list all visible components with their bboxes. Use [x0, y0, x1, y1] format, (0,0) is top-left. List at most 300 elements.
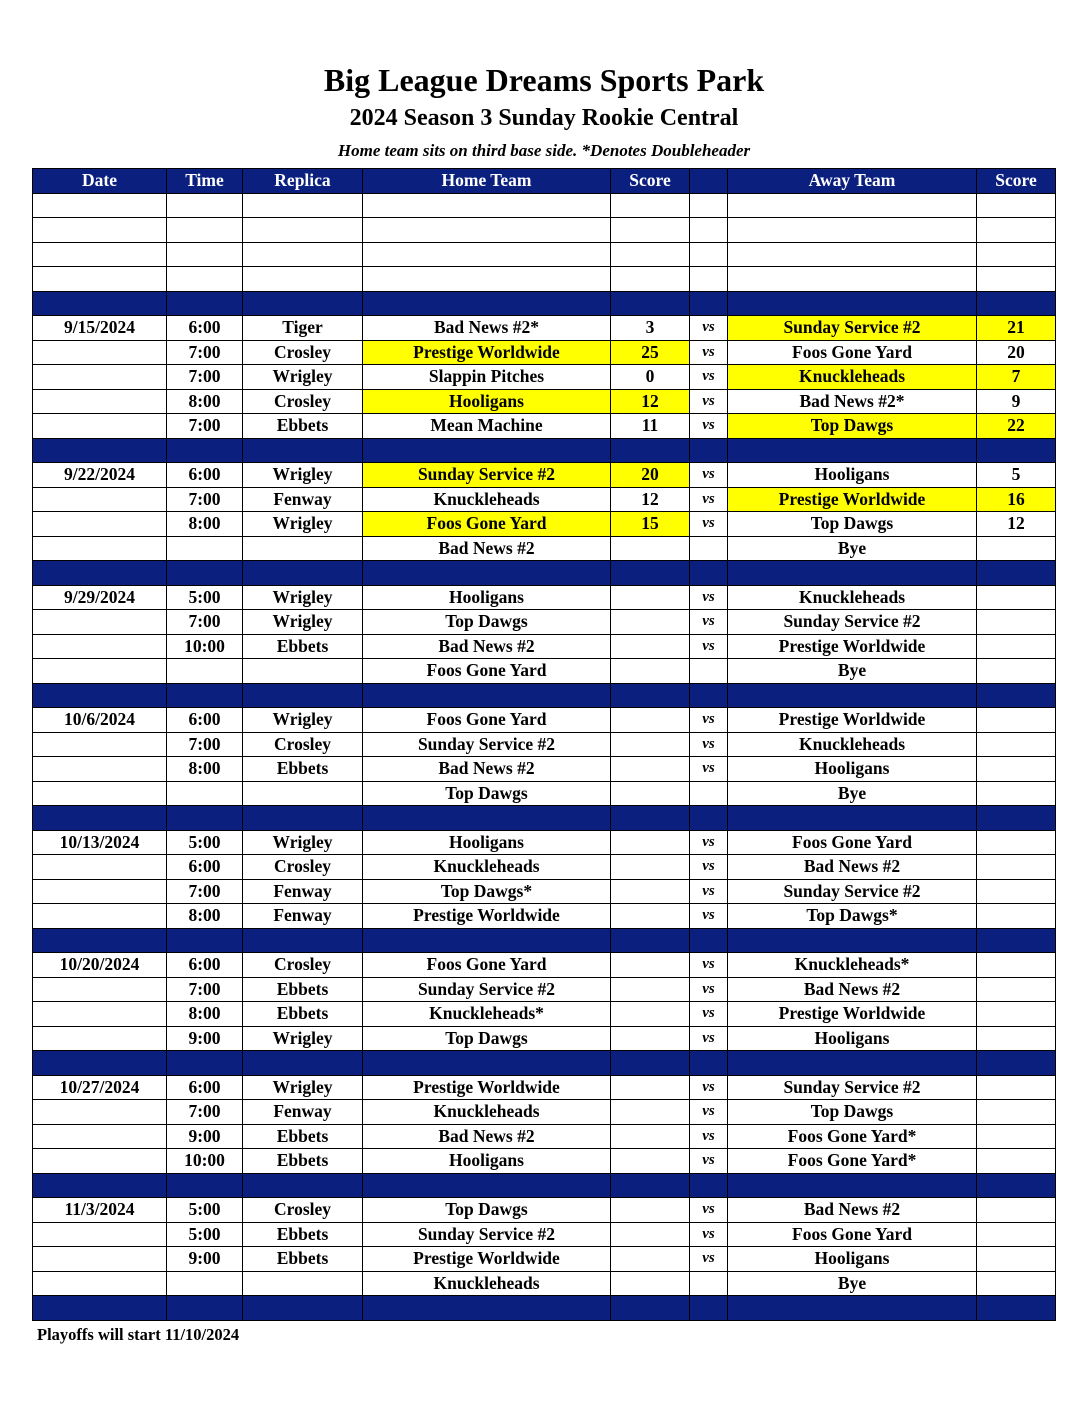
time-cell: [167, 1271, 243, 1296]
column-header-home-team: Home Team: [363, 169, 611, 194]
vs-cell: [690, 1173, 728, 1198]
home-score-cell: [611, 1002, 690, 1027]
time-cell: [167, 267, 243, 292]
column-header-date: Date: [33, 169, 167, 194]
away-team-cell: Bye: [728, 1271, 977, 1296]
date-cell: [33, 879, 167, 904]
home-score-cell: [611, 732, 690, 757]
away-score-cell: [977, 1198, 1056, 1223]
away-team-cell: [728, 438, 977, 463]
date-cell: 10/27/2024: [33, 1075, 167, 1100]
vs-cell: [690, 438, 728, 463]
time-cell: [167, 218, 243, 243]
away-team-cell: Prestige Worldwide: [728, 634, 977, 659]
time-cell: [167, 781, 243, 806]
home-team-cell: [363, 561, 611, 586]
time-cell: 5:00: [167, 1222, 243, 1247]
date-cell: [33, 267, 167, 292]
home-score-cell: [611, 708, 690, 733]
week-separator-row: [33, 1173, 1056, 1198]
blank-row: [33, 242, 1056, 267]
away-score-cell: [977, 757, 1056, 782]
away-score-cell: [977, 855, 1056, 880]
away-score-cell: [977, 683, 1056, 708]
home-score-cell: [611, 1296, 690, 1321]
vs-cell: vs: [690, 977, 728, 1002]
home-team-cell: [363, 267, 611, 292]
date-cell: [33, 781, 167, 806]
home-score-cell: 20: [611, 463, 690, 488]
away-score-cell: 7: [977, 365, 1056, 390]
away-score-cell: [977, 561, 1056, 586]
time-cell: [167, 438, 243, 463]
away-team-cell: Sunday Service #2: [728, 316, 977, 341]
time-cell: 6:00: [167, 953, 243, 978]
time-cell: 8:00: [167, 757, 243, 782]
replica-cell: Ebbets: [243, 1149, 363, 1174]
game-row: [33, 855, 1056, 880]
vs-cell: vs: [690, 904, 728, 929]
away-team-cell: [728, 1173, 977, 1198]
home-score-cell: 11: [611, 414, 690, 439]
home-team-cell: Prestige Worldwide: [363, 1247, 611, 1272]
time-cell: 7:00: [167, 610, 243, 635]
home-score-cell: [611, 242, 690, 267]
replica-cell: [243, 536, 363, 561]
home-team-cell: Sunday Service #2: [363, 732, 611, 757]
home-team-cell: [363, 218, 611, 243]
away-score-cell: 21: [977, 316, 1056, 341]
replica-cell: Wrigley: [243, 610, 363, 635]
away-team-cell: Bad News #2: [728, 977, 977, 1002]
away-team-cell: [728, 267, 977, 292]
week-separator-row: [33, 806, 1056, 831]
home-team-cell: Top Dawgs*: [363, 879, 611, 904]
replica-cell: [243, 291, 363, 316]
away-team-cell: Hooligans: [728, 463, 977, 488]
away-score-cell: [977, 438, 1056, 463]
away-team-cell: Bad News #2: [728, 855, 977, 880]
date-cell: [33, 193, 167, 218]
away-team-cell: Top Dawgs: [728, 414, 977, 439]
game-row: [33, 463, 1056, 488]
away-team-cell: Foos Gone Yard*: [728, 1149, 977, 1174]
game-row: [33, 708, 1056, 733]
blank-row: [33, 218, 1056, 243]
home-team-cell: Sunday Service #2: [363, 463, 611, 488]
game-row: [33, 1100, 1056, 1125]
replica-cell: Wrigley: [243, 1075, 363, 1100]
time-cell: [167, 1051, 243, 1076]
column-header-vs: [690, 169, 728, 194]
home-team-cell: [363, 928, 611, 953]
replica-cell: Fenway: [243, 879, 363, 904]
home-team-cell: Knuckleheads: [363, 1100, 611, 1125]
away-team-cell: [728, 683, 977, 708]
home-score-cell: [611, 806, 690, 831]
away-score-cell: 20: [977, 340, 1056, 365]
home-score-cell: [611, 438, 690, 463]
away-team-cell: [728, 561, 977, 586]
week-separator-row: [33, 561, 1056, 586]
home-score-cell: [611, 953, 690, 978]
home-score-cell: [611, 928, 690, 953]
date-cell: [33, 291, 167, 316]
away-score-cell: [977, 1247, 1056, 1272]
away-team-cell: Knuckleheads: [728, 732, 977, 757]
home-team-cell: [363, 1296, 611, 1321]
vs-cell: [690, 806, 728, 831]
date-cell: 11/3/2024: [33, 1198, 167, 1223]
home-team-cell: Mean Machine: [363, 414, 611, 439]
away-score-cell: [977, 1173, 1056, 1198]
date-cell: [33, 928, 167, 953]
away-team-cell: Prestige Worldwide: [728, 487, 977, 512]
replica-cell: [243, 1271, 363, 1296]
game-row: [33, 1075, 1056, 1100]
vs-cell: vs: [690, 1026, 728, 1051]
vs-cell: vs: [690, 414, 728, 439]
date-cell: [33, 683, 167, 708]
time-cell: 7:00: [167, 414, 243, 439]
away-score-cell: [977, 1075, 1056, 1100]
date-cell: [33, 977, 167, 1002]
away-score-cell: [977, 1026, 1056, 1051]
replica-cell: Crosley: [243, 389, 363, 414]
away-score-cell: [977, 267, 1056, 292]
week-separator-row: [33, 1296, 1056, 1321]
home-team-cell: [363, 806, 611, 831]
vs-cell: [690, 1051, 728, 1076]
vs-cell: [690, 561, 728, 586]
time-cell: [167, 806, 243, 831]
away-score-cell: [977, 953, 1056, 978]
blank-row: [33, 267, 1056, 292]
date-cell: [33, 242, 167, 267]
away-team-cell: Foos Gone Yard: [728, 830, 977, 855]
date-cell: [33, 487, 167, 512]
game-row: [33, 585, 1056, 610]
home-score-cell: [611, 879, 690, 904]
home-team-cell: Foos Gone Yard: [363, 512, 611, 537]
away-score-cell: [977, 1002, 1056, 1027]
date-cell: [33, 1247, 167, 1272]
date-cell: [33, 389, 167, 414]
home-team-cell: Slappin Pitches: [363, 365, 611, 390]
home-team-cell: [363, 242, 611, 267]
home-team-cell: Top Dawgs: [363, 781, 611, 806]
home-score-cell: [611, 1100, 690, 1125]
home-team-cell: Top Dawgs: [363, 610, 611, 635]
away-team-cell: Knuckleheads*: [728, 953, 977, 978]
date-cell: 9/29/2024: [33, 585, 167, 610]
home-score-cell: [611, 1247, 690, 1272]
home-team-cell: Bad News #2: [363, 1124, 611, 1149]
vs-cell: vs: [690, 1247, 728, 1272]
home-team-cell: [363, 1173, 611, 1198]
home-score-cell: [611, 634, 690, 659]
vs-cell: [690, 193, 728, 218]
away-score-cell: [977, 1051, 1056, 1076]
home-score-cell: [611, 781, 690, 806]
home-score-cell: [611, 193, 690, 218]
replica-cell: [243, 928, 363, 953]
game-row: [33, 1222, 1056, 1247]
replica-cell: [243, 267, 363, 292]
away-score-cell: [977, 193, 1056, 218]
schedule-note: Home team sits on third base side. *Denotes Doubleheader: [337, 141, 751, 160]
game-row: [33, 1198, 1056, 1223]
time-cell: 7:00: [167, 977, 243, 1002]
vs-cell: vs: [690, 1149, 728, 1174]
home-team-cell: [363, 193, 611, 218]
home-score-cell: [611, 904, 690, 929]
home-team-cell: [363, 291, 611, 316]
home-team-cell: Prestige Worldwide: [363, 340, 611, 365]
home-score-cell: 12: [611, 487, 690, 512]
home-team-cell: Knuckleheads*: [363, 1002, 611, 1027]
game-row: [33, 1124, 1056, 1149]
away-score-cell: [977, 928, 1056, 953]
home-score-cell: 15: [611, 512, 690, 537]
game-row: [33, 757, 1056, 782]
home-team-cell: [363, 438, 611, 463]
time-cell: 6:00: [167, 708, 243, 733]
week-separator-row: [33, 928, 1056, 953]
home-team-cell: Knuckleheads: [363, 1271, 611, 1296]
time-cell: 5:00: [167, 585, 243, 610]
replica-cell: Fenway: [243, 487, 363, 512]
date-cell: [33, 757, 167, 782]
away-team-cell: Knuckleheads: [728, 585, 977, 610]
game-row: [33, 487, 1056, 512]
week-separator-row: [33, 438, 1056, 463]
home-score-cell: 25: [611, 340, 690, 365]
date-cell: [33, 561, 167, 586]
vs-cell: [690, 781, 728, 806]
away-team-cell: [728, 1051, 977, 1076]
home-team-cell: Top Dawgs: [363, 1026, 611, 1051]
time-cell: 8:00: [167, 904, 243, 929]
date-cell: [33, 438, 167, 463]
replica-cell: Crosley: [243, 340, 363, 365]
vs-cell: vs: [690, 879, 728, 904]
vs-cell: vs: [690, 634, 728, 659]
home-team-cell: Knuckleheads: [363, 487, 611, 512]
replica-cell: [243, 683, 363, 708]
home-team-cell: Bad News #2*: [363, 316, 611, 341]
away-score-cell: 9: [977, 389, 1056, 414]
date-cell: [33, 634, 167, 659]
game-row: [33, 414, 1056, 439]
home-team-cell: Sunday Service #2: [363, 977, 611, 1002]
home-score-cell: [611, 267, 690, 292]
away-team-cell: Hooligans: [728, 1247, 977, 1272]
away-score-cell: [977, 659, 1056, 684]
away-team-cell: [728, 1296, 977, 1321]
game-row: [33, 904, 1056, 929]
vs-cell: vs: [690, 708, 728, 733]
replica-cell: Ebbets: [243, 634, 363, 659]
game-row: [33, 1002, 1056, 1027]
vs-cell: vs: [690, 487, 728, 512]
game-row: [33, 610, 1056, 635]
time-cell: 10:00: [167, 1149, 243, 1174]
game-row: [33, 830, 1056, 855]
replica-cell: Ebbets: [243, 414, 363, 439]
home-team-cell: [363, 683, 611, 708]
away-team-cell: Sunday Service #2: [728, 1075, 977, 1100]
time-cell: [167, 1173, 243, 1198]
home-score-cell: [611, 830, 690, 855]
date-cell: [33, 610, 167, 635]
home-score-cell: [611, 585, 690, 610]
vs-cell: vs: [690, 1002, 728, 1027]
replica-cell: [243, 806, 363, 831]
game-row: [33, 1247, 1056, 1272]
away-score-cell: 22: [977, 414, 1056, 439]
date-cell: 10/13/2024: [33, 830, 167, 855]
game-row: [33, 1026, 1056, 1051]
vs-cell: vs: [690, 365, 728, 390]
vs-cell: vs: [690, 855, 728, 880]
column-header-time: Time: [167, 169, 243, 194]
home-team-cell: Hooligans: [363, 389, 611, 414]
home-team-cell: Foos Gone Yard: [363, 953, 611, 978]
date-cell: [33, 365, 167, 390]
home-team-cell: Sunday Service #2: [363, 1222, 611, 1247]
away-team-cell: Sunday Service #2: [728, 610, 977, 635]
away-team-cell: Bad News #2: [728, 1198, 977, 1223]
vs-cell: vs: [690, 1075, 728, 1100]
home-score-cell: [611, 1271, 690, 1296]
home-score-cell: [611, 561, 690, 586]
away-team-cell: [728, 806, 977, 831]
time-cell: 8:00: [167, 1002, 243, 1027]
away-score-cell: 12: [977, 512, 1056, 537]
time-cell: 7:00: [167, 732, 243, 757]
time-cell: 6:00: [167, 855, 243, 880]
time-cell: [167, 536, 243, 561]
time-cell: 5:00: [167, 830, 243, 855]
away-team-cell: Prestige Worldwide: [728, 708, 977, 733]
replica-cell: Ebbets: [243, 757, 363, 782]
game-row: [33, 340, 1056, 365]
vs-cell: vs: [690, 732, 728, 757]
column-header-away-score: Score: [977, 169, 1056, 194]
replica-cell: Wrigley: [243, 463, 363, 488]
replica-cell: Crosley: [243, 1198, 363, 1223]
replica-cell: [243, 193, 363, 218]
date-cell: [33, 1149, 167, 1174]
away-score-cell: [977, 1271, 1056, 1296]
replica-cell: Ebbets: [243, 1247, 363, 1272]
vs-cell: vs: [690, 1124, 728, 1149]
date-cell: [33, 1222, 167, 1247]
date-cell: [33, 512, 167, 537]
home-team-cell: [363, 1051, 611, 1076]
home-score-cell: [611, 610, 690, 635]
column-header-replica: Replica: [243, 169, 363, 194]
date-cell: [33, 414, 167, 439]
vs-cell: [690, 536, 728, 561]
away-score-cell: [977, 1124, 1056, 1149]
vs-cell: vs: [690, 316, 728, 341]
away-team-cell: Prestige Worldwide: [728, 1002, 977, 1027]
replica-cell: Fenway: [243, 904, 363, 929]
away-team-cell: [728, 193, 977, 218]
game-row: [33, 634, 1056, 659]
time-cell: 6:00: [167, 1075, 243, 1100]
column-header-away-team: Away Team: [728, 169, 977, 194]
time-cell: 7:00: [167, 1100, 243, 1125]
time-cell: [167, 193, 243, 218]
replica-cell: Wrigley: [243, 1026, 363, 1051]
game-row: [33, 1149, 1056, 1174]
date-cell: [33, 1026, 167, 1051]
vs-cell: vs: [690, 1198, 728, 1223]
game-row: [33, 879, 1056, 904]
away-score-cell: [977, 1222, 1056, 1247]
time-cell: 9:00: [167, 1026, 243, 1051]
replica-cell: Crosley: [243, 953, 363, 978]
time-cell: 8:00: [167, 389, 243, 414]
vs-cell: vs: [690, 463, 728, 488]
home-score-cell: 12: [611, 389, 690, 414]
time-cell: 10:00: [167, 634, 243, 659]
replica-cell: Wrigley: [243, 512, 363, 537]
home-score-cell: [611, 757, 690, 782]
home-score-cell: [611, 1051, 690, 1076]
date-cell: [33, 1271, 167, 1296]
away-score-cell: [977, 879, 1056, 904]
away-team-cell: [728, 242, 977, 267]
time-cell: [167, 1296, 243, 1321]
home-score-cell: [611, 683, 690, 708]
home-team-cell: Top Dawgs: [363, 1198, 611, 1223]
time-cell: 6:00: [167, 316, 243, 341]
away-team-cell: Top Dawgs*: [728, 904, 977, 929]
time-cell: 9:00: [167, 1124, 243, 1149]
away-team-cell: Hooligans: [728, 1026, 977, 1051]
home-score-cell: [611, 977, 690, 1002]
vs-cell: [690, 267, 728, 292]
replica-cell: [243, 1173, 363, 1198]
home-team-cell: Bad News #2: [363, 536, 611, 561]
away-score-cell: [977, 1149, 1056, 1174]
away-score-cell: [977, 708, 1056, 733]
away-team-cell: Foos Gone Yard*: [728, 1124, 977, 1149]
home-score-cell: [611, 659, 690, 684]
home-team-cell: Bad News #2: [363, 757, 611, 782]
date-cell: [33, 1173, 167, 1198]
away-team-cell: Foos Gone Yard: [728, 1222, 977, 1247]
away-score-cell: [977, 218, 1056, 243]
replica-cell: Wrigley: [243, 830, 363, 855]
vs-cell: [690, 1271, 728, 1296]
away-score-cell: [977, 585, 1056, 610]
vs-cell: vs: [690, 757, 728, 782]
date-cell: 10/6/2024: [33, 708, 167, 733]
away-score-cell: [977, 610, 1056, 635]
home-team-cell: Hooligans: [363, 1149, 611, 1174]
time-cell: [167, 561, 243, 586]
replica-cell: Crosley: [243, 855, 363, 880]
game-row: [33, 1271, 1056, 1296]
away-team-cell: Bad News #2*: [728, 389, 977, 414]
date-cell: [33, 536, 167, 561]
time-cell: [167, 928, 243, 953]
